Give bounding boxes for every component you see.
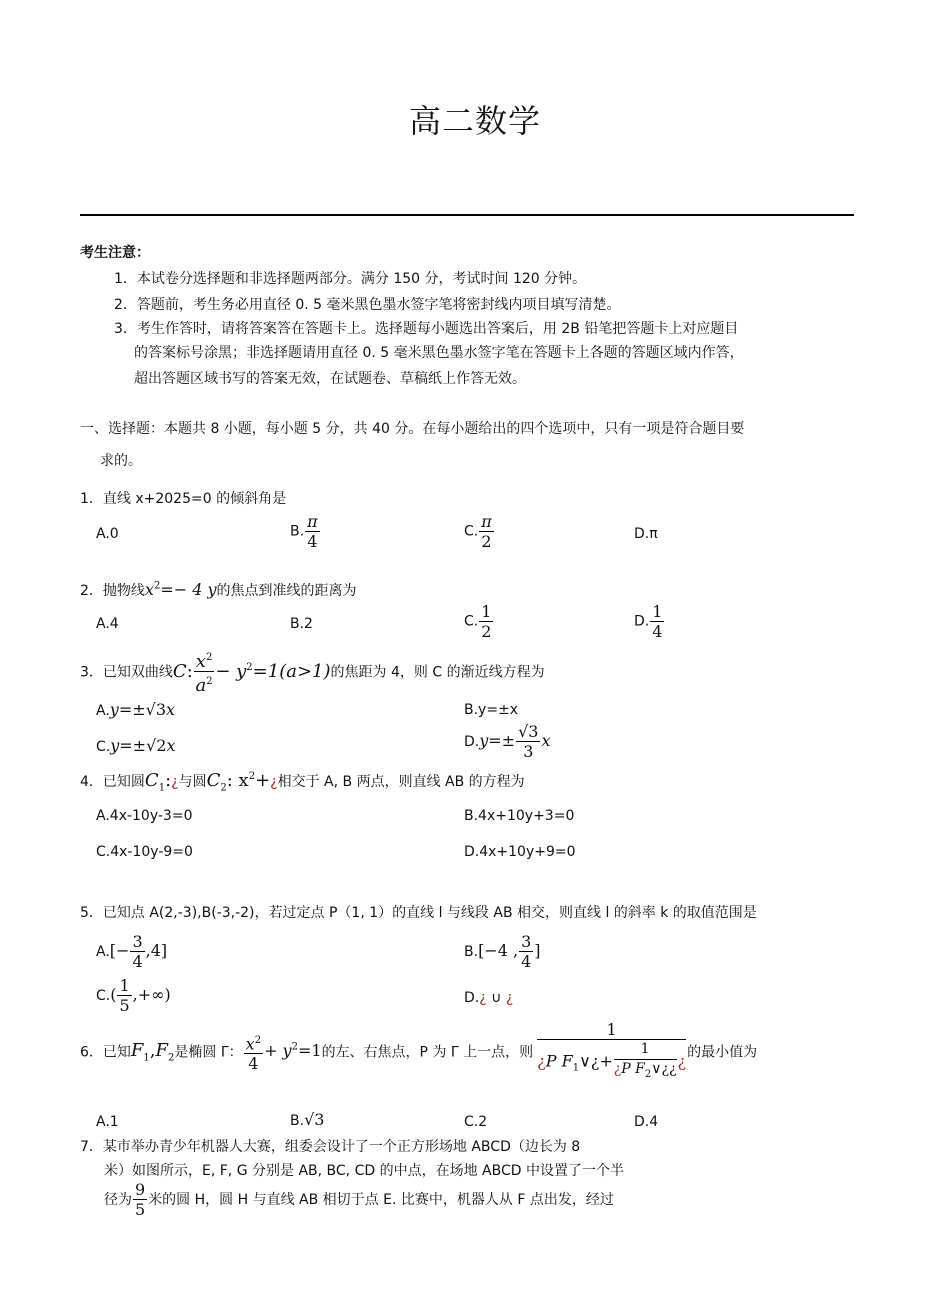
q3-option-d: D.y=± $\frac{√3}{3}$ x (464, 722, 551, 761)
question-7-line: 径为 $\frac{9}{5}$ 米的圆 H，圆 H 与直线 AB 相切于点 E. 比赛中，机器人从 F 点出发，经过 (104, 1180, 614, 1219)
q4-option-a: A.4x-10y-3=0 (96, 808, 193, 824)
title-divider (80, 214, 854, 216)
q1-option-c: C. $\frac{\pi}{2}$ (464, 512, 492, 551)
q2-option-a: A.4 (96, 616, 119, 632)
q1-option-a: A.0 (96, 526, 119, 542)
q1-option-d: D.π (634, 526, 658, 542)
question-1-stem: 1．直线 x+2025=0 的倾斜角是 (80, 491, 287, 507)
q5-option-c: C.( $\frac{1}{5}$ ,+∞) (96, 976, 171, 1015)
question-6-stem: 6．已知$F_1,F_2$是椭圆 Γ： $\frac{x^2}{4}$ + $y^2=1$的左、右焦点，P 为 Γ 上一点，则 1 ¿P $F_1\vee¿+$ $\frac{1}{¿P F_2\vee¿¿}$ ¿ 的最小值为 (80, 1020, 758, 1080)
q6-option-a: A.1 (96, 1114, 119, 1130)
q2-option-d: D. $\frac{1}{4}$ (634, 602, 663, 641)
q2-option-b: B.2 (290, 616, 313, 632)
q6-option-c: C.2 (464, 1114, 488, 1130)
q2-option-c: C. $\frac{1}{2}$ (464, 602, 492, 641)
section-heading-cont: 求的。 (100, 453, 142, 469)
q5-option-b: B.[−4 , $\frac{3}{4}$ ] (464, 932, 541, 971)
q3-option-b: B.y=±x (464, 702, 519, 718)
notice-heading: 考生注意： (80, 245, 150, 261)
section-heading: 一、选择题：本题共 8 小题，每小题 5 分，共 40 分。在每小题给出的四个选项中，只有一项是符合题目要 (80, 421, 745, 437)
q6-option-d: D.4 (634, 1114, 659, 1130)
question-4-stem: 4．已知圆$C_1:¿$与圆$C_2$: $x^2+¿$相交于 A, B 两点，则直线 AB 的方程为 (80, 770, 525, 794)
page-title: 高二数学 (408, 102, 541, 140)
q3-option-c: C.y=±√2x (96, 736, 176, 755)
question-7-line: 7．某市举办青少年机器人大赛，组委会设计了一个正方形场地 ABCD（边长为 8 (80, 1139, 581, 1155)
notice-item: 3．考生作答时，请将答案答在答题卡上。选择题每小题选出答案后，用 2B 铅笔把答题卡上对应题目 (114, 321, 739, 337)
q4-option-d: D.4x+10y+9=0 (464, 844, 576, 860)
q4-option-c: C.4x-10y-9=0 (96, 844, 193, 860)
question-3-stem: 3．已知双曲线C: $\frac{x^2}{a^2}$ − $y^2=1(a>1)$的焦距为 4，则 C 的渐近线方程为 (80, 648, 545, 695)
q3-option-a: A.y=±√3x (96, 700, 176, 719)
q5-option-a: A.[− $\frac{3}{4}$ ,4] (96, 932, 168, 971)
question-7-line: 米）如图所示，E, F, G 分别是 AB, BC, CD 的中点，在场地 ABCD 中设置了一个半 (104, 1163, 624, 1179)
question-5-stem: 5．已知点 A(2,-3),B(-3,-2)，若过定点 P（1, 1）的直线 l 与线段 AB 相交，则直线 l 的斜率 k 的取值范围是 (80, 905, 757, 921)
notice-item: 1．本试卷分选择题和非选择题两部分。满分 150 分，考试时间 120 分钟。 (114, 271, 587, 287)
notice-item: 超出答题区域书写的答案无效，在试题卷、草稿纸上作答无效。 (134, 371, 526, 387)
q4-option-b: B.4x+10y+3=0 (464, 808, 575, 824)
q1-option-b: B. $\frac{\pi}{4}$ (290, 512, 318, 551)
notice-item: 2．答题前，考生务必用直径 0. 5 毫米黑色墨水签字笔将密封线内项目填写清楚。 (114, 297, 621, 313)
q5-option-d: D.¿ ∪ ¿ (464, 990, 514, 1006)
q6-option-b: B.√3 (290, 1110, 325, 1129)
notice-item: 的答案标号涂黑；非选择题请用直径 0. 5 毫米黑色墨水签字笔在答题卡上各题的答题区域内作答， (134, 345, 744, 361)
question-2-stem: 2．抛物线$x^2=- 4$ y的焦点到准线的距离为 (80, 580, 357, 599)
